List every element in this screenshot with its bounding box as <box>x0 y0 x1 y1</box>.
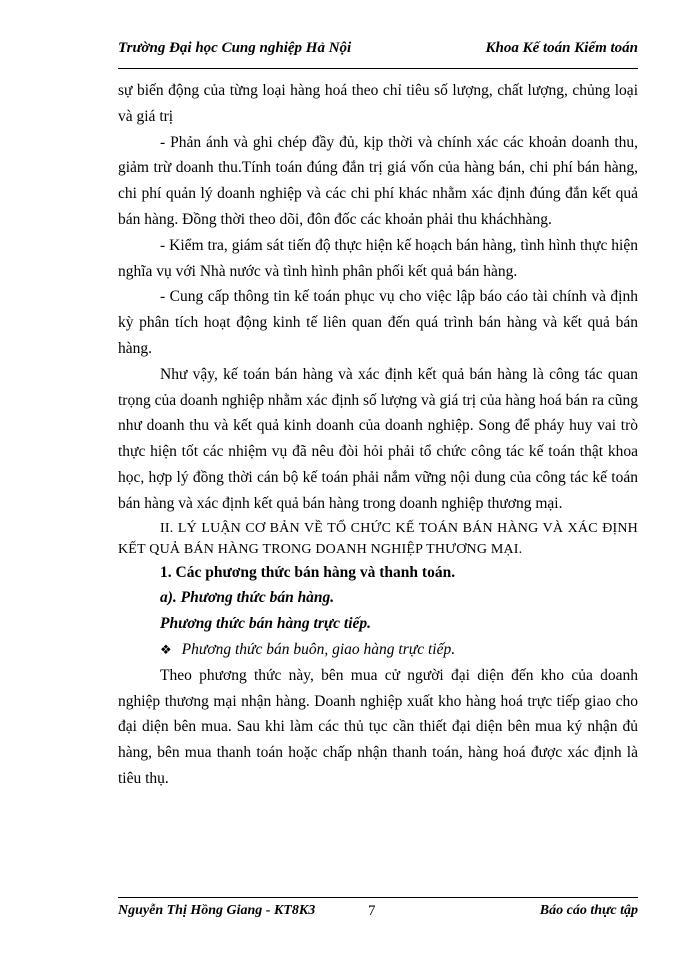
paragraph-provide: - Cung cấp thông tin kế toán phục vụ cho việc lập báo cáo tài chính và định kỳ phân tích hoạt động kinh tế liên quan đến quá trình bán hàng và kết quả bán hàng. <box>118 288 638 357</box>
header-faculty: Khoa Kế toán Kiểm toán <box>485 40 638 56</box>
bullet-text: Phương thức bán buôn, giao hàng trực tiếp. <box>181 640 456 658</box>
header-divider <box>118 68 638 69</box>
bullet-item <box>118 637 638 663</box>
page-header <box>118 40 638 66</box>
paragraph-method: Theo phương thức này, bên mua cử người đại diện đến kho của doanh nghiệp thương mại nhận hàng. Doanh nghiệp xuất kho hàng hoá trực tiếp giao cho đại diện bên mua. Sau khi làm các thủ tục cần thiết đại diện bên mua ký nhận đủ hàng, bên mua thanh toán hoặc chấp nhận thanh toán, hàng hoá được xác định là tiêu thụ. <box>118 666 638 787</box>
document-body <box>118 78 638 792</box>
footer-author: Nguyễn Thị Hồng Giang - KT8K3 <box>118 903 316 918</box>
page-footer <box>118 903 638 927</box>
subsection-heading: 1. Các phương thức bán hàng và thanh toán. <box>160 563 456 581</box>
footer-divider <box>118 897 638 898</box>
section-heading: II. LÝ LUẬN CƠ BẢN VỀ TỔ CHỨC KẾ TOÁN BÁN HÀNG VÀ XÁC ĐỊNH KẾT QUẢ BÁN HÀNG TRONG DOANH NGHIỆP THƯƠNG MẠI. <box>118 520 638 557</box>
paragraph-continued: sự biến động của từng loại hàng hoá theo chỉ tiêu số lượng, chất lượng, chủng loại và giá trị <box>118 82 638 125</box>
footer-report: Báo cáo thực tập <box>539 903 638 918</box>
paragraph-summary: Như vậy, kế toán bán hàng và xác định kết quả bán hàng là công tác quan trọng của doanh nghiệp nhằm xác định số lượng và giá trị của hàng hoá bán ra cũng như doanh thu và kết quả kinh doanh của doanh nghiệp. Song để pháy huy vai trò thực hiện tốt các nhiệm vụ đã nêu đòi hỏi phải tổ chức công tác kế toán thật khoa học, hợp lý đồng thời cán bộ kế toán phải nắm vững nội dung của công tác kế toán bán hàng và xác định kết quả bán hàng trong doanh nghiệp thương mại. <box>118 365 638 512</box>
paragraph-inspect: - Kiểm tra, giám sát tiến độ thực hiện kế hoạch bán hàng, tình hình thực hiện nghĩa vụ với Nhà nước và tình hình phân phối kết quả bán hàng. <box>118 236 638 280</box>
subheading-sales-method: a). Phương thức bán hàng. <box>160 589 335 607</box>
diamond-bullet-icon: ❖ <box>160 641 172 657</box>
paragraph-record: - Phản ánh và ghi chép đầy đủ, kịp thời và chính xác các khoản doanh thu, giảm trừ doanh thu.Tính toán đúng đắn trị giá vốn của hàng bán, chi phí bán hàng, chi phí quản lý doanh nghiệp và các chi phí khác nhằm xác định đúng đắn kết quả bán hàng. Đồng thời theo dõi, đôn đốc các khoản phải thu kháchhàng. <box>118 133 638 228</box>
subheading-direct-sales: Phương thức bán hàng trực tiếp. <box>160 615 372 633</box>
page-number: 7 <box>368 903 376 919</box>
header-school: Trường Đại học Cung nghiệp Hả Nội <box>118 40 352 56</box>
